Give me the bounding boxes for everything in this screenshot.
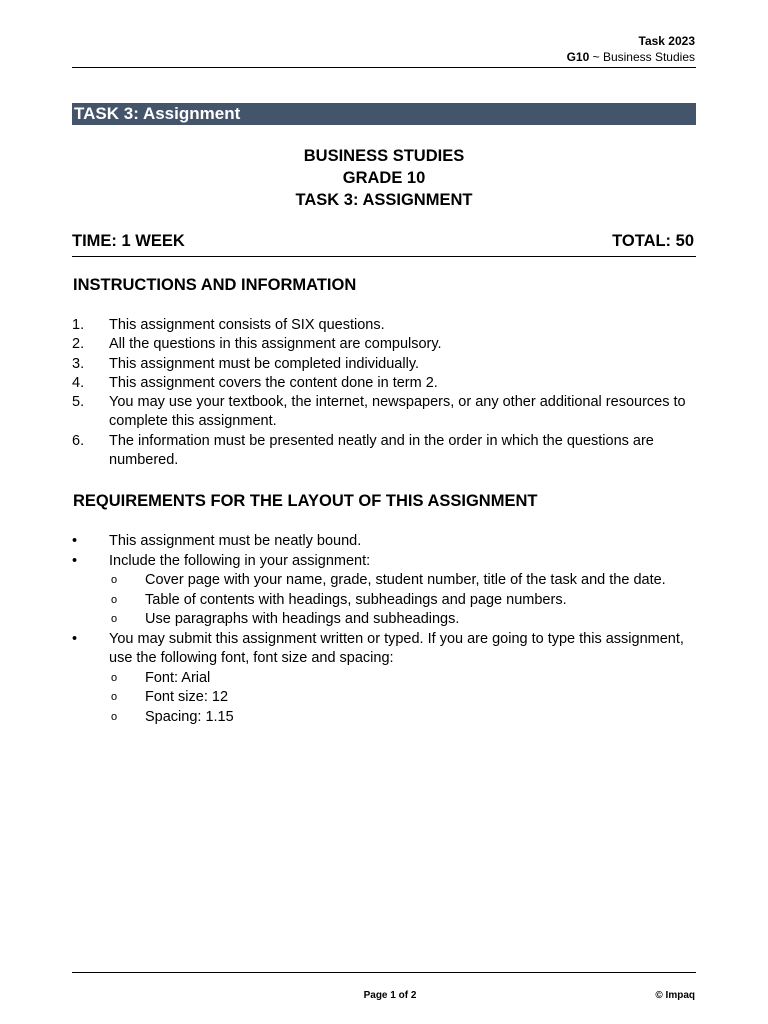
document-title-block bbox=[72, 145, 696, 211]
sub-list-item bbox=[109, 669, 702, 689]
sub-list-item-text: Use paragraphs with headings and subheadings. bbox=[145, 611, 460, 627]
list-item bbox=[72, 393, 702, 432]
time-label: TIME: 1 WEEK bbox=[72, 232, 185, 250]
time-total-row bbox=[72, 230, 696, 252]
page-header bbox=[567, 33, 695, 65]
list-item bbox=[72, 316, 702, 335]
sub-list-item bbox=[109, 610, 702, 630]
instructions-list bbox=[72, 316, 702, 470]
sub-list-item bbox=[109, 591, 702, 611]
sub-list bbox=[109, 571, 702, 630]
bullet-icon: • bbox=[72, 533, 78, 549]
instructions-heading: INSTRUCTIONS AND INFORMATION bbox=[73, 276, 357, 294]
list-item bbox=[72, 355, 702, 374]
list-item-number: 5. bbox=[72, 394, 85, 411]
title-subject: BUSINESS STUDIES bbox=[303, 147, 465, 165]
page-number: Page 1 of 2 bbox=[363, 990, 417, 1001]
list-item bbox=[72, 335, 702, 354]
sub-list-item bbox=[109, 571, 702, 591]
list-item bbox=[72, 630, 702, 728]
bullet-icon: • bbox=[72, 552, 78, 569]
sub-list-item bbox=[109, 688, 702, 708]
sub-list-item bbox=[109, 708, 702, 728]
sub-list-item-text: Cover page with your name, grade, student number, title of the task and the date. bbox=[145, 572, 666, 588]
list-item-text: This assignment must be neatly bound. bbox=[109, 533, 362, 549]
list-item bbox=[72, 374, 702, 393]
circle-bullet-icon: o bbox=[111, 593, 118, 606]
list-item bbox=[72, 532, 702, 552]
circle-bullet-icon: o bbox=[111, 613, 118, 625]
list-item-text: You may use your textbook, the internet, newspapers, or any other additional resources to complete this assignment. bbox=[109, 394, 686, 430]
title-grade: GRADE 10 bbox=[342, 169, 426, 187]
time-divider bbox=[72, 256, 696, 257]
requirements-heading: REQUIREMENTS FOR THE LAYOUT OF THIS ASSIGNMENT bbox=[73, 492, 538, 510]
header-divider bbox=[72, 67, 696, 68]
copyright-notice: © Impaq bbox=[655, 990, 695, 1001]
list-item-text: You may submit this assignment written or typed. If you are going to type this assignment, use the following font, font size and spacing: bbox=[109, 630, 684, 666]
sub-list-item-text: Table of contents with headings, subheadings and page numbers. bbox=[145, 591, 567, 608]
list-item bbox=[72, 432, 702, 471]
circle-bullet-icon: o bbox=[111, 710, 118, 723]
header-task-year: Task 2023 bbox=[638, 34, 695, 48]
list-item-text: The information must be presented neatly and in the order in which the questions are numbered. bbox=[109, 432, 654, 469]
sub-list-item-text: Font size: 12 bbox=[145, 689, 229, 705]
footer-divider bbox=[72, 972, 696, 973]
list-item-number: 2. bbox=[72, 336, 85, 353]
header-subject: ~ Business Studies bbox=[589, 50, 695, 64]
header-grade-code: G10 bbox=[566, 50, 590, 64]
list-item-text: Include the following in your assignment: bbox=[109, 552, 371, 569]
list-item-number: 3. bbox=[72, 355, 85, 372]
circle-bullet-icon: o bbox=[111, 671, 118, 684]
circle-bullet-icon: o bbox=[111, 574, 118, 586]
header-subject-line bbox=[567, 49, 695, 65]
list-item-number: 4. bbox=[72, 374, 85, 391]
list-item bbox=[72, 552, 702, 630]
sub-list-item-text: Font: Arial bbox=[145, 669, 211, 686]
task-banner: TASK 3: Assignment bbox=[72, 103, 696, 125]
list-item-number: 6. bbox=[72, 432, 85, 449]
list-item-text: This assignment covers the content done in term 2. bbox=[109, 374, 438, 391]
circle-bullet-icon: o bbox=[111, 691, 118, 703]
requirements-list bbox=[72, 532, 702, 727]
list-item-number: 1. bbox=[72, 317, 85, 333]
list-item-text: This assignment consists of SIX questions. bbox=[109, 317, 385, 333]
bullet-icon: • bbox=[72, 630, 78, 647]
sub-list bbox=[109, 669, 702, 728]
list-item-text: This assignment must be completed individually. bbox=[109, 355, 420, 372]
title-task: TASK 3: ASSIGNMENT bbox=[295, 191, 473, 209]
sub-list-item-text: Spacing: 1.15 bbox=[145, 708, 234, 725]
list-item-text: All the questions in this assignment are compulsory. bbox=[109, 336, 442, 353]
total-label: TOTAL: 50 bbox=[612, 232, 694, 250]
